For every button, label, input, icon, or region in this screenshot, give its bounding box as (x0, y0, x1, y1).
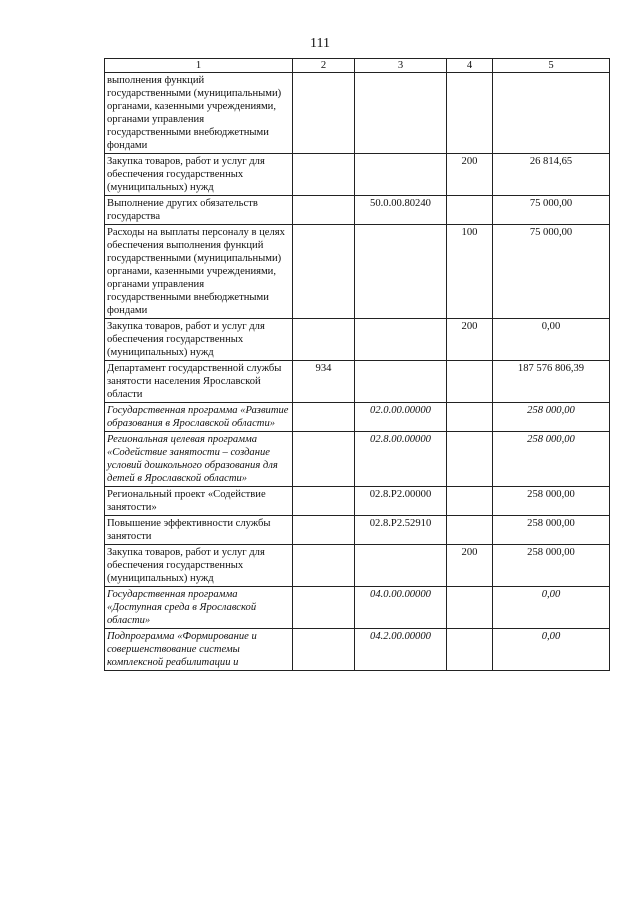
row-target-article: 04.2.00.00000 (355, 629, 447, 671)
header-row (105, 59, 610, 73)
table-row (105, 516, 610, 545)
row-target-article: 02.0.00.00000 (355, 403, 447, 432)
row-name: Закупка товаров, работ и услуг для обеспечения государственных (муниципальных) нужд (105, 154, 293, 196)
row-amount: 75 000,00 (493, 225, 610, 319)
row-name: Региональный проект «Содействие занятости» (105, 487, 293, 516)
header-col-1: 1 (105, 59, 293, 73)
table-body (105, 73, 610, 671)
row-name: Повышение эффективности службы занятости (105, 516, 293, 545)
table-row (105, 629, 610, 671)
table-row (105, 587, 610, 629)
row-code (293, 516, 355, 545)
row-amount: 258 000,00 (493, 487, 610, 516)
row-expense-type (447, 361, 493, 403)
row-amount: 0,00 (493, 319, 610, 361)
row-name: Государственная программа «Доступная среда в Ярославской области» (105, 587, 293, 629)
row-name: Подпрограмма «Формирование и совершенствование системы комплексной реабилитации и (105, 629, 293, 671)
row-expense-type (447, 432, 493, 487)
row-code (293, 154, 355, 196)
row-amount: 187 576 806,39 (493, 361, 610, 403)
row-code (293, 432, 355, 487)
table-row (105, 432, 610, 487)
header-col-4: 4 (447, 59, 493, 73)
row-expense-type (447, 73, 493, 154)
row-name: Департамент государственной службы занятости населения Ярославской области (105, 361, 293, 403)
row-code (293, 629, 355, 671)
row-target-article: 02.8.00.00000 (355, 432, 447, 487)
row-target-article (355, 154, 447, 196)
table-row (105, 545, 610, 587)
row-amount: 258 000,00 (493, 432, 610, 487)
table-row (105, 319, 610, 361)
row-name: Закупка товаров, работ и услуг для обеспечения государственных (муниципальных) нужд (105, 545, 293, 587)
page-number: 111 (310, 36, 330, 51)
row-name: Расходы на выплаты персоналу в целях обеспечения выполнения функций государственными (муниципальными) органами, казенными учреждениями, органами управления государственными внебюджетными фондами (105, 225, 293, 319)
row-name: Региональная целевая программа «Содействие занятости – создание условий дошкольного образования для детей в Ярославской области» (105, 432, 293, 487)
row-amount: 258 000,00 (493, 516, 610, 545)
row-target-article (355, 361, 447, 403)
row-amount: 0,00 (493, 587, 610, 629)
row-expense-type: 200 (447, 154, 493, 196)
row-expense-type (447, 629, 493, 671)
row-code (293, 319, 355, 361)
row-name: Выполнение других обязательств государства (105, 196, 293, 225)
row-code (293, 545, 355, 587)
table-row (105, 225, 610, 319)
row-code (293, 487, 355, 516)
row-code (293, 196, 355, 225)
row-amount: 26 814,65 (493, 154, 610, 196)
row-code (293, 403, 355, 432)
table-row (105, 487, 610, 516)
table-row (105, 73, 610, 154)
row-target-article: 04.0.00.00000 (355, 587, 447, 629)
row-target-article (355, 545, 447, 587)
row-amount (493, 73, 610, 154)
header-col-3: 3 (355, 59, 447, 73)
row-expense-type (447, 196, 493, 225)
header-col-5: 5 (493, 59, 610, 73)
row-expense-type (447, 516, 493, 545)
row-code (293, 587, 355, 629)
row-code (293, 225, 355, 319)
row-name: выполнения функций государственными (муниципальными) органами, казенными учреждениями, органами управления государственными внебюджетными фондами (105, 73, 293, 154)
row-amount: 258 000,00 (493, 545, 610, 587)
row-code: 934 (293, 361, 355, 403)
row-code (293, 73, 355, 154)
row-amount: 75 000,00 (493, 196, 610, 225)
budget-table (104, 58, 610, 671)
row-expense-type: 200 (447, 545, 493, 587)
row-expense-type (447, 487, 493, 516)
header-col-2: 2 (293, 59, 355, 73)
row-target-article: 50.0.00.80240 (355, 196, 447, 225)
table-row (105, 154, 610, 196)
row-target-article: 02.8.P2.52910 (355, 516, 447, 545)
table-row (105, 196, 610, 225)
row-expense-type (447, 403, 493, 432)
row-amount: 0,00 (493, 629, 610, 671)
row-name: Закупка товаров, работ и услуг для обеспечения государственных (муниципальных) нужд (105, 319, 293, 361)
row-target-article (355, 225, 447, 319)
row-target-article (355, 319, 447, 361)
table-row (105, 403, 610, 432)
table-row (105, 361, 610, 403)
row-expense-type: 200 (447, 319, 493, 361)
row-name: Государственная программа «Развитие образования в Ярославской области» (105, 403, 293, 432)
row-expense-type (447, 587, 493, 629)
row-target-article (355, 73, 447, 154)
row-amount: 258 000,00 (493, 403, 610, 432)
row-target-article: 02.8.P2.00000 (355, 487, 447, 516)
row-expense-type: 100 (447, 225, 493, 319)
